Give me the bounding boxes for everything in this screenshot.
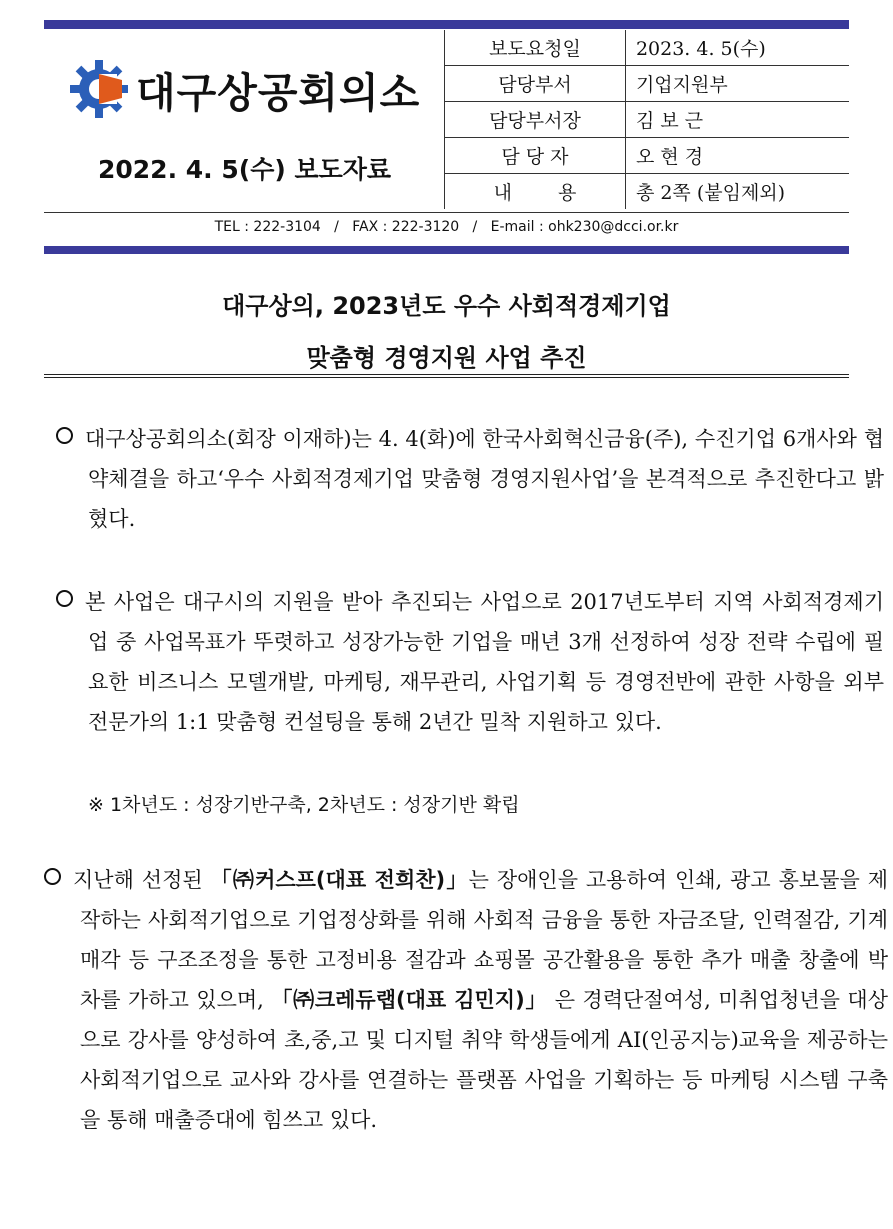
info-row — [445, 174, 850, 210]
bullet-icon — [56, 427, 73, 444]
org-logo — [68, 58, 420, 120]
paragraph-3-text-b: 는 장애인을 고용하여 인쇄, 광고 홍보물을 제작하는 사회적기업으로 기업정상화를 위해 사회적 금융을 통한 자금조달, 인력절감, 기계매각 등 구조조정을 통한 고정비용 절감과 쇼핑몰 공간활용을 통한 추가 매출 창출에 박차를 가하고 있으며, — [80, 868, 888, 1012]
top-bar — [44, 20, 849, 29]
paragraph-1-text: 대구상공회의소(회장 이재하)는 4. 4(화)에 한국사회혁신금융(주), 수진기업 6개사와 협약체결을 하고‘우수 사회적경제기업 맞춤형 경영지원사업’을 본격적으로 추진한다고 밝혔다. — [85, 427, 884, 531]
info-row — [445, 138, 850, 174]
paragraph-3-text-a: 지난해 선정된 — [73, 868, 203, 892]
contact-bar — [44, 246, 849, 254]
info-label: 담당부서장 — [445, 102, 626, 138]
info-label: 담당부서 — [445, 66, 626, 102]
gear-logo-icon — [68, 58, 130, 120]
info-row — [445, 102, 850, 138]
bullet-icon — [56, 590, 73, 607]
info-value: 김 보 근 — [625, 102, 849, 138]
headline-rule — [44, 374, 849, 375]
contact-line: TEL : 222-3104 / FAX : 222-3120 / E-mail : ohk230@dcci.or.kr — [214, 219, 679, 235]
paragraph-2-text: 본 사업은 대구시의 지원을 받아 추진되는 사업으로 2017년도부터 지역 사회적경제기업 중 사업목표가 뚜렷하고 성장가능한 기업을 매년 3개 선정하여 성장 전략 수립에 필요한 비즈니스 모델개발, 마케팅, 재무관리, 사업기획 등 경영전반에 관한 사항을 외부전문가의 1:1 맞춤형 컨설팅을 통해 2년간 밀착 지원하고 있다. — [85, 590, 884, 734]
org-name: 대구상공회의소 — [136, 68, 421, 117]
divider — [44, 212, 849, 213]
info-row — [445, 66, 850, 102]
info-value: 총 2쪽 (붙임제외) — [635, 182, 786, 204]
headline-line-1: 대구상의, 2023년도 우수 사회적경제기업 — [222, 292, 671, 320]
press-header — [44, 30, 849, 213]
info-label: 담 당 자 — [445, 138, 626, 174]
info-label: 내 용 — [445, 174, 626, 210]
press-release-date: 2022. 4. 5(수) 보도자료 — [98, 155, 392, 184]
bullet-icon — [44, 868, 61, 885]
note: ※ 1차년도 : 성장기반구축, 2차년도 : 성장기반 확립 — [88, 794, 520, 816]
info-value: 기업지원부 — [625, 66, 849, 102]
company-name: 「㈜커스프(대표 전희찬)」 — [210, 868, 469, 892]
company-name: 「㈜크레듀랩(대표 김민지)」 — [271, 988, 548, 1012]
info-label: 보도요청일 — [445, 30, 626, 66]
headline-line-2: 맞춤형 경영지원 사업 추진 — [306, 344, 587, 372]
paragraph-1 — [56, 419, 884, 539]
paragraph-2 — [56, 582, 884, 742]
headline-rule — [44, 377, 849, 378]
info-table — [444, 30, 849, 209]
info-value: 2023. 4. 5(수) — [625, 30, 849, 66]
paragraph-3-text-c: 은 경력단절여성, 미취업청년을 대상으로 강사를 양성하여 초,중,고 및 디지털 취약 학생들에게 AI(인공지능)교육을 제공하는 사회적기업으로 교사와 강사를 연결하는 플랫폼 사업을 기획하는 등 마케팅 시스템 구축을 통해 매출증대에 힘쓰고 있다. — [80, 988, 888, 1132]
info-row — [445, 30, 850, 66]
info-value: 오 현 경 — [625, 138, 849, 174]
paragraph-3 — [44, 860, 888, 1140]
